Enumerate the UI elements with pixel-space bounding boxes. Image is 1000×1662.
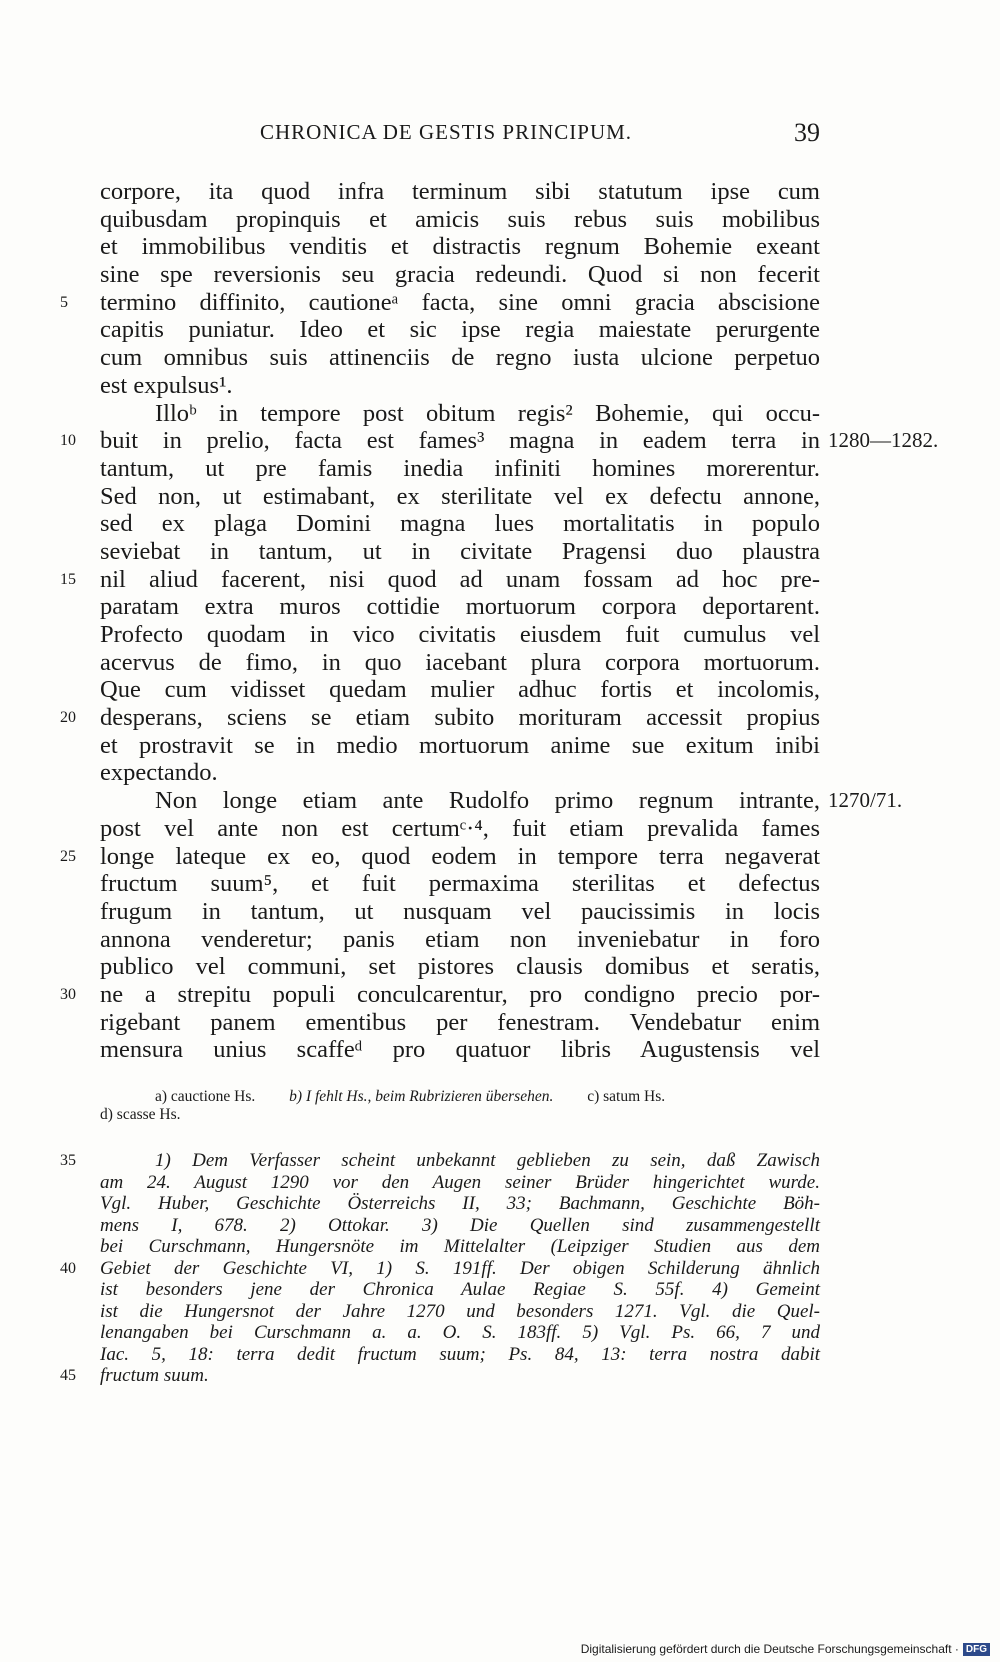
line-text: longe lateque ex eo, quod eodem in tempore terra negaverat: [100, 842, 820, 870]
footnote-text: ist besonders jene der Chronica Aulae Regiae S. 55f. 4) Gemeint: [100, 1279, 820, 1300]
footer: [581, 1642, 990, 1656]
text-line: [100, 1036, 820, 1064]
margin-date: 1280—1282.: [828, 428, 939, 453]
text-line: [100, 926, 820, 954]
text-line: [100, 676, 820, 704]
line-text: capitis puniatur. Ideo et sic ipse regia maiestate perurgente: [100, 316, 820, 344]
text-line: [100, 898, 820, 926]
text-line: [60, 842, 820, 871]
line-text: Non longe etiam ante Rudolfo primo regnum intrante,: [155, 787, 820, 815]
footnote-text: lenangaben bei Curschmann a. a. O. S. 183ff. 5) Vgl. Ps. 66, 7 und: [100, 1322, 820, 1343]
text-line: [100, 261, 820, 289]
footnote-line: [60, 1365, 820, 1387]
line-text: frugum in tantum, ut nusquam vel paucissimis in locis: [100, 897, 820, 925]
text-line: [100, 455, 820, 483]
line-text: expectando.: [100, 759, 218, 787]
text-line: [100, 510, 820, 538]
footnote-text: Vgl. Huber, Geschichte Österreichs II, 33; Bachmann, Geschichte Böh-: [100, 1193, 820, 1214]
line-text: quibusdam propinquis et amicis suis rebus suis mobilibus: [100, 205, 820, 233]
text-line: [100, 233, 820, 261]
page-number: 39: [794, 118, 820, 147]
text-line: [60, 288, 820, 317]
line-text: termino diffinito, cautioneᵃ facta, sine omni gracia abscisione: [100, 288, 820, 316]
line-number: 25: [60, 847, 76, 865]
line-text: nil aliud facerent, nisi quod ad unam fossam ad hoc pre-: [100, 565, 820, 593]
line-text: paratam extra muros cottidie mortuorum corpora deportarent.: [100, 593, 820, 621]
text-line: [100, 787, 903, 815]
line-number: 20: [60, 709, 76, 727]
page-header: [100, 120, 820, 152]
line-text: ne a strepitu populi conculcarentur, pro condigno precio por-: [100, 980, 820, 1008]
footnote-text: mens I, 678. 2) Ottokar. 3) Die Quellen sind zusammengestellt: [100, 1214, 820, 1236]
text-line: [100, 759, 820, 787]
line-text: post vel ante non est certumᶜ·⁴, fuit etiam prevalida fames: [100, 814, 820, 842]
line-text: buit in prelio, facta est fames³ magna in eadem terra in: [100, 427, 820, 455]
line-number: 30: [60, 985, 76, 1003]
text-line: [100, 316, 820, 344]
line-number: 10: [60, 432, 76, 450]
line-text: Profecto quodam in vico civitatis eiusdem fuit cumulus vel: [100, 621, 820, 648]
line-text: tantum, ut pre famis inedia infiniti homines morerentur.: [100, 454, 820, 482]
apparatus-note-a: a) cauctione Hs.: [155, 1088, 256, 1105]
line-text: fructum suum⁵, et fuit permaxima sterilitas et defectus: [100, 870, 820, 898]
text-line: [100, 593, 820, 621]
text-line: [100, 400, 820, 428]
footnote-text: bei Curschmann, Hungersnöte im Mittelalter (Leipziger Studien aus dem: [100, 1236, 820, 1257]
margin-date: 1270/71.: [828, 788, 903, 813]
line-text: corpore, ita quod infra terminum sibi statutum ipse cum: [100, 178, 820, 205]
main-text: [60, 178, 939, 1064]
text-line: [100, 178, 820, 206]
line-text: et prostravit se in medio mortuorum anime sue exitum inibi: [100, 731, 820, 759]
footnote-line: [100, 1301, 820, 1323]
line-text: est expulsus¹.: [100, 371, 233, 399]
text-line: [60, 980, 820, 1009]
line-text: seviebat in tantum, ut in civitate Pragensi duo plaustra: [100, 537, 820, 565]
line-number: 5: [60, 293, 68, 311]
text-line: [60, 565, 820, 594]
footnote-line: [100, 1344, 820, 1366]
footnote-line: [100, 1279, 820, 1301]
footnote-text: Gebiet der Geschichte VI, 1) S. 191ff. Der obigen Schilderung ähnlich: [100, 1257, 820, 1279]
text-line: [100, 1009, 820, 1037]
text-line: [100, 538, 820, 566]
text-line: [60, 704, 820, 732]
footnote-text: ist die Hungersnot der Jahre 1270 und besonders 1271. Vgl. die Quel-: [100, 1300, 820, 1322]
line-text: mensura unius scaffeᵈ pro quatuor libris Augustensis vel: [100, 1036, 820, 1064]
line-text: sed ex plaga Domini magna lues mortalitatis in populo: [100, 510, 820, 538]
footnote-line: [60, 1150, 820, 1172]
footnote-line: [100, 1193, 820, 1215]
dfg-logo: DFG: [963, 1643, 990, 1656]
text-line: [100, 372, 820, 400]
text-line: [100, 621, 820, 649]
footnote-text: am 24. August 1290 vor den Augen seiner Brüder hingerichtet wurde.: [100, 1171, 820, 1193]
text-line: [100, 206, 820, 234]
footnotes: [60, 1150, 820, 1387]
line-text: cum omnibus suis attinenciis de regno iusta ulcione perpetuo: [100, 344, 820, 372]
line-text: acervus de fimo, in quo iacebant plura corpora mortuorum.: [100, 648, 820, 676]
text-line: [60, 427, 939, 455]
apparatus-note-b: b) I fehlt Hs., beim Rubrizieren übersehen.: [289, 1088, 554, 1105]
text-line: [100, 953, 820, 981]
text-line: [100, 483, 820, 511]
text-line: [100, 870, 820, 898]
line-number: 35: [60, 1152, 76, 1169]
apparatus-line: [100, 1088, 820, 1106]
footnote-line: [100, 1322, 820, 1344]
line-text: sine spe reversionis seu gracia redeundi. Quod si non fecerit: [100, 261, 820, 289]
line-number: 45: [60, 1367, 76, 1384]
apparatus-line: [100, 1106, 820, 1124]
text-line: [100, 732, 820, 760]
apparatus-note-d: d) scasse Hs.: [100, 1106, 181, 1123]
footnote-line: [100, 1236, 820, 1258]
line-text: desperans, sciens se etiam subito morituram accessit propius: [100, 704, 820, 732]
footnote-text: Iac. 5, 18: terra dedit fructum suum; Ps. 84, 13: terra nostra dabit: [100, 1343, 820, 1365]
critical-apparatus: [100, 1088, 820, 1124]
apparatus-note-c: c) satum Hs.: [587, 1088, 666, 1105]
line-text: et immobilibus venditis et distractis regnum Bohemie exeant: [100, 233, 820, 261]
line-number: 40: [60, 1259, 76, 1277]
line-text: rigebant panem ementibus per fenestram. Vendebatur enim: [100, 1008, 820, 1036]
footnote-line: [60, 1257, 820, 1280]
line-text: annona venderetur; panis etiam non inveniebatur in foro: [100, 925, 820, 953]
line-text: publico vel communi, set pistores clausis domibus et seratis,: [100, 953, 820, 981]
footnote-line: [100, 1172, 820, 1194]
text-line: [100, 649, 820, 677]
footnote-text: 1) Dem Verfasser scheint unbekannt geblieben zu sein, daß Zawisch: [155, 1150, 820, 1171]
footer-credit: Digitalisierung gefördert durch die Deutsche Forschungsgemeinschaft ·: [580, 1642, 959, 1656]
line-text: Sed non, ut estimabant, ex sterilitate vel ex defectu annone,: [100, 482, 820, 510]
running-title: CHRONICA DE GESTIS PRINCIPUM.: [260, 120, 633, 144]
line-text: Illoᵇ in tempore post obitum regis² Bohemie, qui occu-: [155, 399, 820, 427]
text-line: [100, 344, 820, 372]
footnote-line: [100, 1215, 820, 1237]
line-text: Que cum vidisset quedam mulier adhuc fortis et incolomis,: [100, 676, 820, 704]
footnote-text: fructum suum.: [100, 1365, 209, 1386]
text-line: [100, 815, 820, 843]
line-number: 15: [60, 570, 76, 588]
